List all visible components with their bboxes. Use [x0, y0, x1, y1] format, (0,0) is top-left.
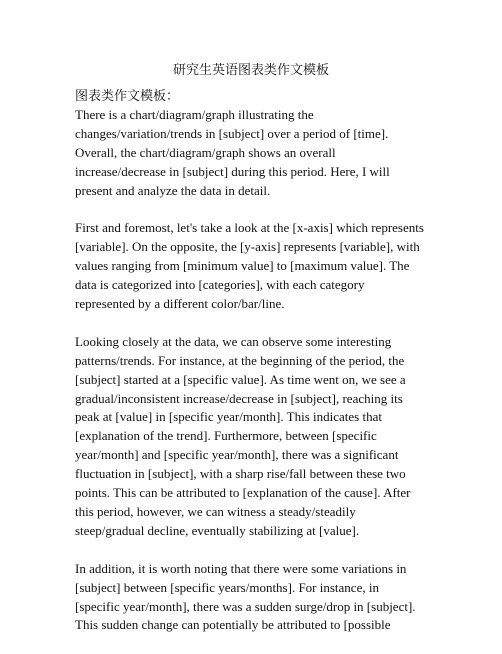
text-line: [subject] started at a [specific value]. As time went on, we see a — [75, 371, 406, 387]
text-line: data is categorized into [categories], with each category — [75, 277, 365, 293]
text-line: This sudden change can potentially be attributed to [possible — [75, 617, 391, 633]
text-line: patterns/trends. For instance, at the beginning of the period, the — [75, 352, 405, 368]
document-body — [75, 86, 432, 654]
text-line: In addition, it is worth noting that there were some variations in — [75, 560, 407, 576]
paragraph-axes — [75, 219, 432, 314]
paragraph-intro — [75, 106, 432, 201]
text-line: increase/decrease in [subject] during this period. Here, I will — [75, 163, 390, 179]
text-line: [variable]. On the opposite, the [y-axis] represents [variable], with — [75, 239, 420, 255]
text-line: [subject] between [specific years/months]. For instance, in — [75, 579, 379, 595]
text-line: Overall, the chart/diagram/graph shows an overall — [75, 144, 336, 160]
text-line: represented by a different color/bar/line. — [75, 296, 285, 312]
text-line: First and foremost, let's take a look at the [x-axis] which represents — [75, 220, 424, 236]
paragraph-trends — [75, 333, 432, 541]
text-line: [explanation of the trend]. Furthermore, between [specific — [75, 428, 377, 444]
text-line: present and analyze the data in detail. — [75, 182, 271, 198]
text-line: Looking closely at the data, we can observe some interesting — [75, 333, 392, 349]
text-line: There is a chart/diagram/graph illustrating the — [75, 107, 314, 122]
text-line: peak at [value] in [specific year/month]. This indicates that — [75, 409, 382, 425]
text-line: points. This can be attributed to [explanation of the cause]. After — [75, 485, 411, 501]
text-line: values ranging from [minimum value] to [maximum value]. The — [75, 258, 410, 274]
document-title: 研究生英语图表类作文模板 — [172, 62, 329, 77]
text-line: fluctuation in [subject], with a sharp rise/fall between these two — [75, 466, 406, 482]
text-line: this period, however, we can witness a steady/steadily — [75, 504, 356, 519]
paragraph-variations — [75, 560, 432, 636]
text-line: gradual/inconsistent increase/decrease in [subject], reaching its — [75, 390, 403, 406]
document-subtitle: 图表类作文模板： — [75, 88, 180, 103]
text-line: [specific year/month], there was a sudden surge/drop in [subject]. — [75, 598, 416, 614]
text-line: changes/variation/trends in [subject] over a period of [time]. — [75, 125, 389, 141]
text-line: steep/gradual decline, eventually stabilizing at [value]. — [75, 522, 360, 538]
text-line: year/month] and [specific year/month], there was a significant — [75, 447, 399, 463]
